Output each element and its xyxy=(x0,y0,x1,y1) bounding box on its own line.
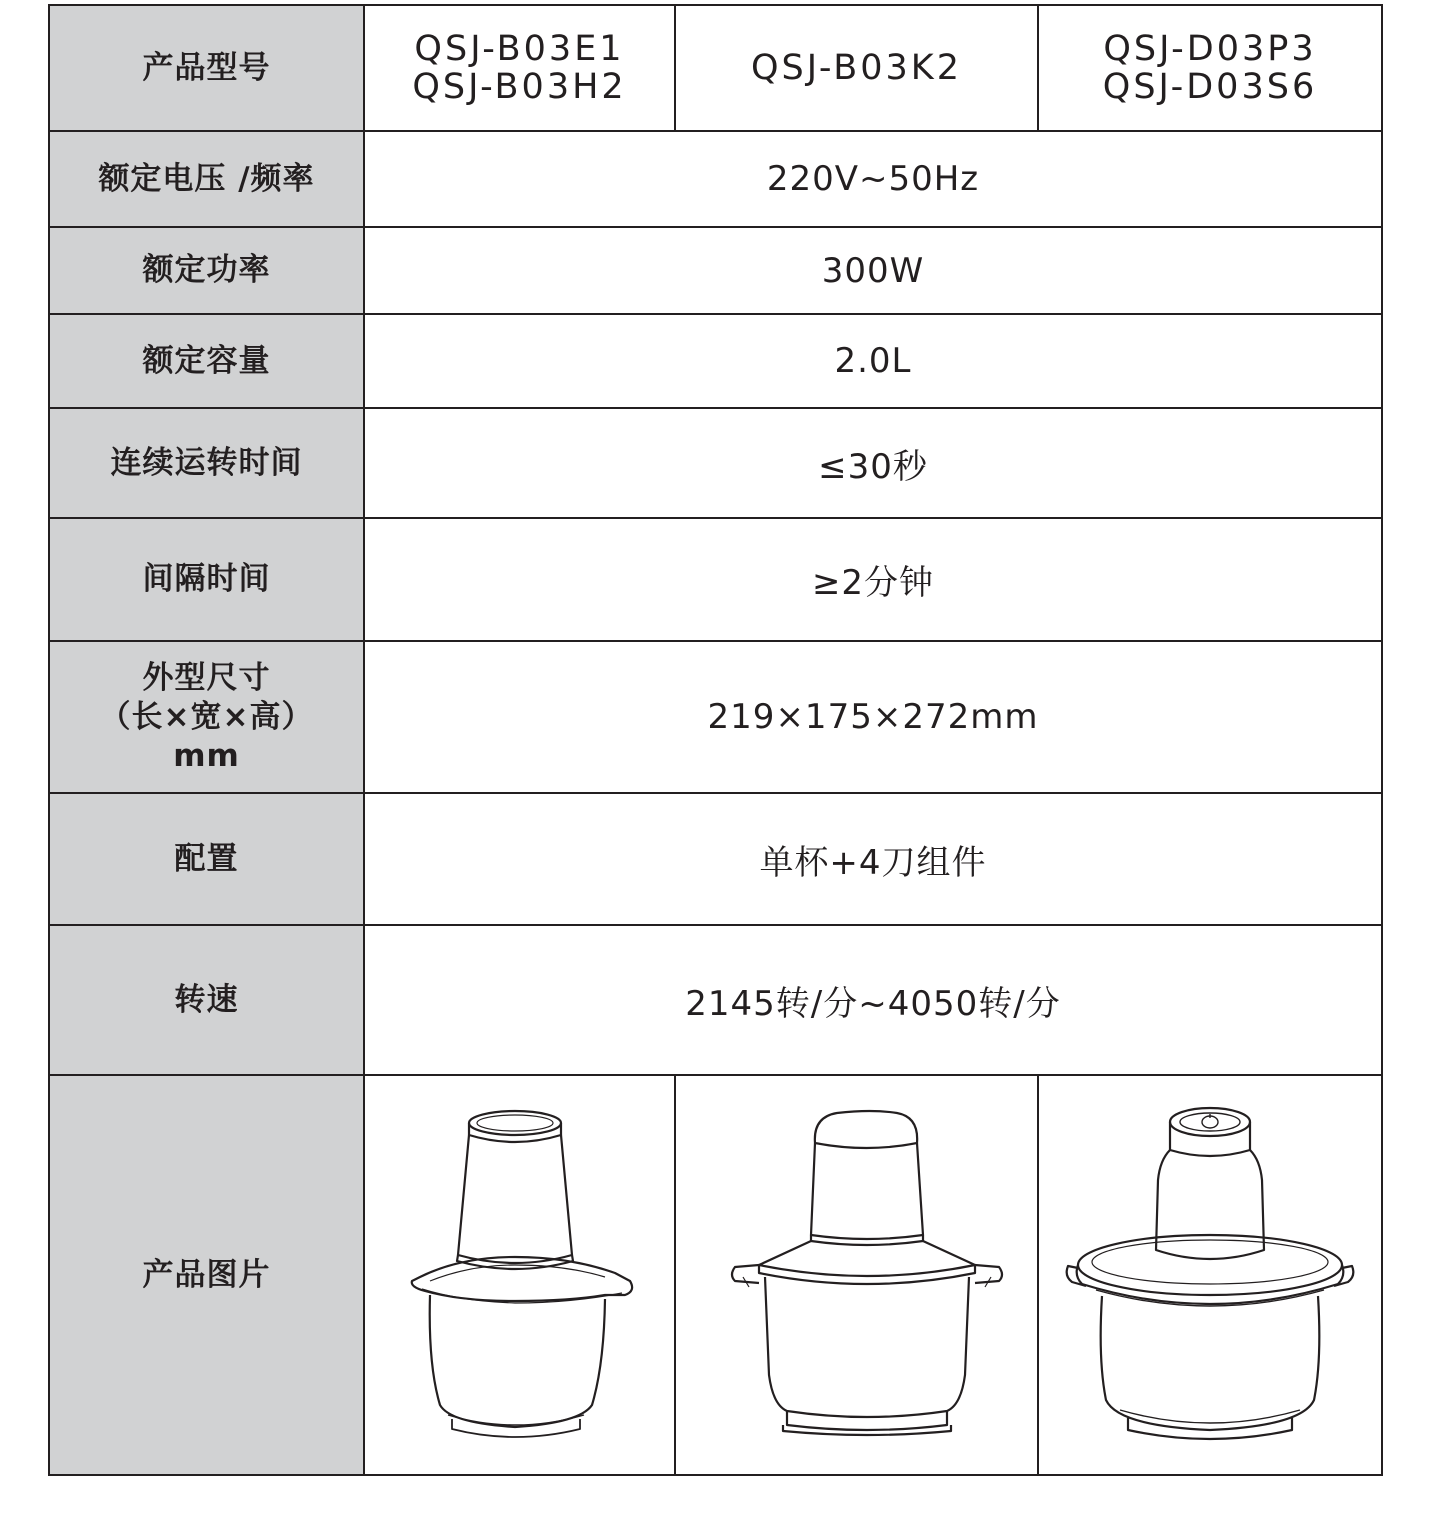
image-row xyxy=(49,1075,1382,1475)
spec-value: ≤30秒 xyxy=(364,408,1382,518)
spec-label-text: （长×宽×高） xyxy=(99,698,314,735)
spec-label xyxy=(49,408,364,518)
model-name: QSJ-D03S6 xyxy=(1102,67,1318,107)
spec-value: 2145转/分~4050转/分 xyxy=(364,925,1382,1075)
model-cell-2 xyxy=(675,5,1038,131)
model-row xyxy=(49,5,1382,131)
spec-label-text: 转速 xyxy=(174,981,239,1018)
product-image-cell-3 xyxy=(1038,1075,1382,1475)
spec-label xyxy=(49,641,364,793)
spec-label-text: 连续运转时间 xyxy=(110,444,303,481)
spec-value: 219×175×272mm xyxy=(364,641,1382,793)
spec-label xyxy=(49,925,364,1075)
spec-label xyxy=(49,793,364,925)
spec-value: 单杯+4刀组件 xyxy=(364,793,1382,925)
model-cell-3 xyxy=(1038,5,1382,131)
spec-label xyxy=(49,227,364,314)
spec-label-text: 额定功率 xyxy=(142,252,271,288)
model-label: 产品型号 xyxy=(142,49,271,86)
spec-label-text: 额定容量 xyxy=(142,342,271,379)
product-image-cell-2 xyxy=(675,1075,1038,1475)
product-image-cell-1 xyxy=(364,1075,675,1475)
spec-value: 220V~50Hz xyxy=(364,131,1382,227)
spec-table xyxy=(48,4,1383,1476)
spec-value: ≥2分钟 xyxy=(364,518,1382,641)
image-label-cell xyxy=(49,1075,364,1475)
spec-label-text: 外型尺寸 xyxy=(142,659,271,696)
spec-value: 2.0L xyxy=(364,314,1382,408)
spec-label-text: 间隔时间 xyxy=(142,561,271,597)
chopper-model-2-image xyxy=(707,1105,1007,1445)
spec-row-runtime xyxy=(49,408,1382,518)
spec-row-capacity xyxy=(49,314,1382,408)
spec-row-config xyxy=(49,793,1382,925)
model-cell-1 xyxy=(364,5,675,131)
spec-row-voltage xyxy=(49,131,1382,227)
spec-label xyxy=(49,518,364,641)
spec-label-text: mm xyxy=(173,737,240,774)
model-name: QSJ-B03E1 xyxy=(414,29,625,69)
model-label-cell xyxy=(49,5,364,131)
spec-value: 300W xyxy=(364,227,1382,314)
chopper-model-3-image xyxy=(1060,1100,1360,1450)
spec-row-interval xyxy=(49,518,1382,641)
model-name: QSJ-D03P3 xyxy=(1103,29,1317,69)
spec-label-text: 配置 xyxy=(174,840,239,877)
chopper-model-1-image xyxy=(400,1105,640,1445)
spec-row-speed xyxy=(49,925,1382,1075)
spec-row-dimensions xyxy=(49,641,1382,793)
model-name: QSJ-B03H2 xyxy=(412,67,627,107)
spec-row-power xyxy=(49,227,1382,314)
model-name: QSJ-B03K2 xyxy=(751,48,962,88)
spec-label xyxy=(49,131,364,227)
spec-label-text: 额定电压 /频率 xyxy=(98,160,315,197)
image-label: 产品图片 xyxy=(142,1256,271,1293)
spec-label xyxy=(49,314,364,408)
